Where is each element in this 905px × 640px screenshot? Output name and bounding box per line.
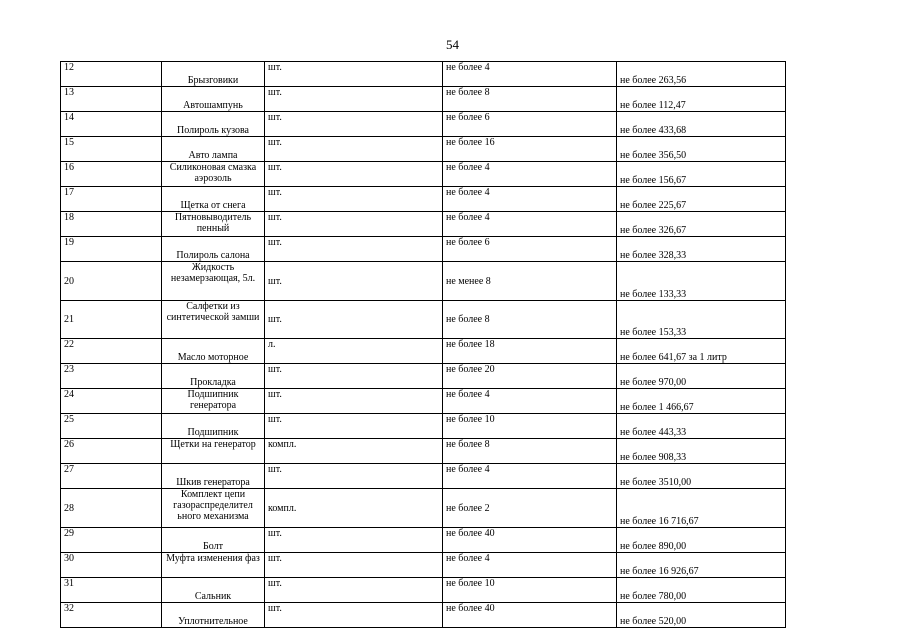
table-row: [61, 439, 786, 464]
row-number: 24: [61, 389, 162, 414]
item-quantity: не более 8: [443, 87, 617, 112]
item-name: Шкив генератора: [162, 464, 265, 489]
item-price: не более 908,33: [617, 439, 786, 464]
table-row: [61, 464, 786, 489]
item-quantity: не более 4: [443, 62, 617, 87]
row-number: 13: [61, 87, 162, 112]
item-name: Щетки на генератор: [162, 439, 265, 464]
item-price: не более 326,67: [617, 212, 786, 237]
item-name: Авто лампа: [162, 137, 265, 162]
table-row: [61, 187, 786, 212]
row-number: 21: [61, 301, 162, 339]
item-name: Прокладка: [162, 364, 265, 389]
table-row: [61, 553, 786, 578]
row-number: 14: [61, 112, 162, 137]
table-row: [61, 414, 786, 439]
item-unit: компл.: [265, 489, 443, 528]
item-price: не более 3510,00: [617, 464, 786, 489]
item-price: не более 780,00: [617, 578, 786, 603]
item-unit: шт.: [265, 389, 443, 414]
item-name: Автошампунь: [162, 87, 265, 112]
item-quantity: не более 10: [443, 414, 617, 439]
item-name: Щетка от снега: [162, 187, 265, 212]
item-price: не более 356,50: [617, 137, 786, 162]
item-unit: шт.: [265, 603, 443, 628]
row-number: 12: [61, 62, 162, 87]
row-number: 16: [61, 162, 162, 187]
item-unit: шт.: [265, 137, 443, 162]
item-price: не более 112,47: [617, 87, 786, 112]
item-unit: шт.: [265, 301, 443, 339]
item-quantity: не менее 8: [443, 262, 617, 301]
item-unit: шт.: [265, 464, 443, 489]
row-number: 25: [61, 414, 162, 439]
item-quantity: не более 4: [443, 162, 617, 187]
item-quantity: не более 40: [443, 603, 617, 628]
table-row: [61, 112, 786, 137]
item-price: не более 1 466,67: [617, 389, 786, 414]
item-quantity: не более 4: [443, 464, 617, 489]
row-number: 29: [61, 528, 162, 553]
row-number: 26: [61, 439, 162, 464]
item-price: не более 641,67 за 1 литр: [617, 339, 786, 364]
item-name: Силиконовая смазка аэрозоль: [162, 162, 265, 187]
item-name: Полироль салона: [162, 237, 265, 262]
row-number: 17: [61, 187, 162, 212]
table-row: [61, 87, 786, 112]
table-row: [61, 339, 786, 364]
table-row: [61, 603, 786, 628]
row-number: 15: [61, 137, 162, 162]
item-unit: компл.: [265, 439, 443, 464]
item-price: не более 16 716,67: [617, 489, 786, 528]
item-quantity: не более 4: [443, 553, 617, 578]
item-unit: шт.: [265, 62, 443, 87]
item-unit: шт.: [265, 112, 443, 137]
item-name: Комплект цепи газораспределител ьного механизма: [162, 489, 265, 528]
row-number: 22: [61, 339, 162, 364]
item-price: не более 890,00: [617, 528, 786, 553]
item-unit: шт.: [265, 212, 443, 237]
table-row: [61, 364, 786, 389]
item-quantity: не более 2: [443, 489, 617, 528]
item-quantity: не более 4: [443, 212, 617, 237]
item-price: не более 133,33: [617, 262, 786, 301]
item-name: Полироль кузова: [162, 112, 265, 137]
item-price: не более 328,33: [617, 237, 786, 262]
item-name: Пятновыводитель пенный: [162, 212, 265, 237]
item-unit: шт.: [265, 578, 443, 603]
item-unit: л.: [265, 339, 443, 364]
item-quantity: не более 40: [443, 528, 617, 553]
item-quantity: не более 8: [443, 439, 617, 464]
item-quantity: не более 10: [443, 578, 617, 603]
item-unit: шт.: [265, 414, 443, 439]
item-name: Подшипник генератора: [162, 389, 265, 414]
item-quantity: не более 6: [443, 237, 617, 262]
row-number: 18: [61, 212, 162, 237]
item-price: не более 153,33: [617, 301, 786, 339]
row-number: 30: [61, 553, 162, 578]
item-quantity: не более 4: [443, 187, 617, 212]
row-number: 20: [61, 262, 162, 301]
item-price: не более 263,56: [617, 62, 786, 87]
row-number: 32: [61, 603, 162, 628]
table-row: [61, 62, 786, 87]
item-price: не более 970,00: [617, 364, 786, 389]
item-quantity: не более 20: [443, 364, 617, 389]
item-price: не более 443,33: [617, 414, 786, 439]
item-quantity: не более 16: [443, 137, 617, 162]
item-name: Болт: [162, 528, 265, 553]
table-row: [61, 212, 786, 237]
item-quantity: не более 8: [443, 301, 617, 339]
item-unit: шт.: [265, 528, 443, 553]
item-quantity: не более 6: [443, 112, 617, 137]
table-row: [61, 137, 786, 162]
page-number: 54: [446, 37, 459, 52]
table-row: [61, 262, 786, 301]
table-row: [61, 301, 786, 339]
item-unit: шт.: [265, 187, 443, 212]
row-number: 28: [61, 489, 162, 528]
item-name: Уплотнительное: [162, 603, 265, 628]
table-row: [61, 162, 786, 187]
row-number: 27: [61, 464, 162, 489]
item-price: не более 225,67: [617, 187, 786, 212]
item-name: Салфетки из синтетической замши: [162, 301, 265, 339]
item-name: Сальник: [162, 578, 265, 603]
table-row: [61, 578, 786, 603]
item-unit: шт.: [265, 364, 443, 389]
item-price: не более 433,68: [617, 112, 786, 137]
item-price: не более 520,00: [617, 603, 786, 628]
row-number: 23: [61, 364, 162, 389]
item-name: Муфта изменения фаз: [162, 553, 265, 578]
table-row: [61, 489, 786, 528]
goods-table: [60, 61, 786, 628]
table-row: [61, 389, 786, 414]
item-name: Масло моторное: [162, 339, 265, 364]
item-quantity: не более 4: [443, 389, 617, 414]
item-unit: шт.: [265, 553, 443, 578]
item-unit: шт.: [265, 237, 443, 262]
item-name: Брызговики: [162, 62, 265, 87]
item-price: не более 156,67: [617, 162, 786, 187]
item-unit: шт.: [265, 87, 443, 112]
table-row: [61, 237, 786, 262]
row-number: 31: [61, 578, 162, 603]
item-unit: шт.: [265, 262, 443, 301]
item-quantity: не более 18: [443, 339, 617, 364]
item-name: Подшипник: [162, 414, 265, 439]
table-row: [61, 528, 786, 553]
item-price: не более 16 926,67: [617, 553, 786, 578]
item-unit: шт.: [265, 162, 443, 187]
item-name: Жидкость незамерзающая, 5л.: [162, 262, 265, 301]
row-number: 19: [61, 237, 162, 262]
